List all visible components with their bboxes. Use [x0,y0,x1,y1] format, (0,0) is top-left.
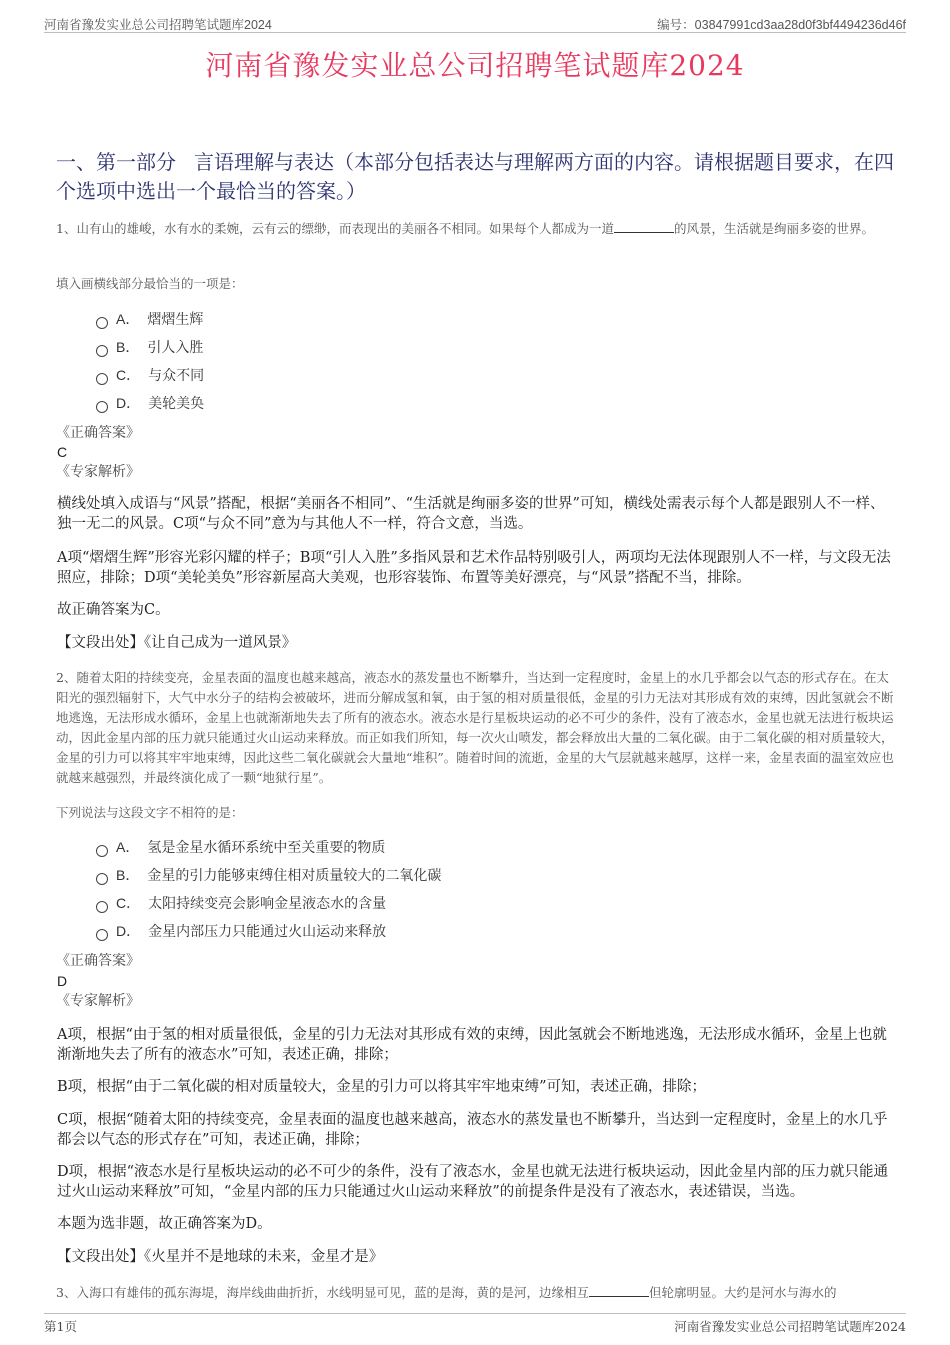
section-heading-description: 言语理解与表达（本部分包括表达与理解两方面的内容。请根据题目要求，在四个选项中选出一个最恰当的答案。） [56,150,894,203]
question-1-analysis-label: 《专家解析》 [56,464,140,480]
question-2-analysis-paragraph: B项，根据“由于二氧化碳的相对质量较大，金星的引力可以将其牢牢地束缚”可知，表述正确，排除； [57,1079,706,1095]
question-1-stem-part1: 1、山有山的雄峻，水有水的柔婉，云有云的缥缈，而表现出的美丽各不相同。如果每个人都成为一道 [56,221,614,236]
question-1-option-c[interactable]: C． 与众不同 [96,365,204,385]
question-1-prompt: 填入画横线部分最恰当的一项是： [56,276,244,291]
radio-icon[interactable] [96,345,108,357]
question-2-option-c[interactable]: C． 太阳持续变亮会影响金星液态水的含量 [96,893,386,913]
option-text: 氢是金星水循环系统中至关重要的物质 [147,840,386,856]
question-2-stem: 2、随着太阳的持续变亮，金星表面的温度也越来越高，液态水的蒸发量也不断攀升，当达到一定程度时，金星上的水几乎都会以气态的形式存在。在太阳光的强烈辐射下，大气中水分子的结构会被破坏，进而分解成氢和氧，由于氢的相对质量很低，金星的引力无法对其形成有效的束缚，因此氢就会不断地逃逸，无法形成水循环，金星上也就渐渐地失去了所有的液态水。液态水是行星板块运动的必不可少的条件，没有了液态水，金星也就无法进行板块运动，因此金星内部的压力就只能通过火山运动来释放。而正如我们所知，每一次火山喷发，都会释放出大量的二氧化碳。由于二氧化碳的相对质量较大，金星的引力可以将其牢牢地束缚，因此这些二氧化碳就会大量地“堆积”。随着时间的流逝，金星的大气层就越来越厚，这样一来，金星表面的温室效应也就越来越强烈，并最终演化成了一颗“地狱行星”。 [56,670,894,785]
question-1-analysis-paragraph: A项“熠熠生辉”形容光彩闪耀的样子；B项“引人入胜”多指风景和艺术作品特别吸引人，两项均无法体现跟别人不一样，与文段无法照应，排除；D项“美轮美奂”形容新屋高大美观，也形容装饰、布置等美好漂亮，与“风景”搭配不当，排除。 [57,550,891,586]
question-1-stem [56,219,896,239]
question-1-conclusion: 故正确答案为C。 [57,602,170,618]
question-2-conclusion: 本题为选非题，故正确答案为D。 [57,1216,272,1232]
radio-icon[interactable] [96,317,108,329]
option-text: 熠熠生辉 [147,312,204,328]
question-2-source: 【文段出处】《火星并不是地球的未来，金星才是》 [57,1249,384,1265]
question-2-answer-label: 《正确答案》 [56,953,140,969]
question-3-stem [56,1283,896,1303]
question-3-stem-part2: 但轮廓明显。大约是河水与海水的 [648,1285,837,1300]
question-1-source: 【文段出处】《让自己成为一道风景》 [57,635,297,651]
radio-icon[interactable] [96,873,108,885]
page-header [44,12,906,33]
question-1-analysis-paragraph: 横线处填入成语与“风景”搭配，根据“美丽各不相同”、“生活就是绚丽多姿的世界”可知，横线处需表示每个人都是跟别人不一样、独一无二的风景。C项“与众不同”意为与其他人不一样，符合文意，当选。 [57,496,885,532]
document-title: 河南省豫发实业总公司招聘笔试题库2024 [205,49,745,82]
fill-blank [589,1284,649,1297]
option-text: 引人入胜 [147,340,204,356]
radio-icon[interactable] [96,373,108,385]
header-title: 河南省豫发实业总公司招聘笔试题库2024 [44,18,272,32]
question-1-option-b[interactable]: B． 引人入胜 [96,337,203,357]
radio-icon[interactable] [96,929,108,941]
option-text: 金星的引力能够束缚住相对质量较大的二氧化碳 [147,868,442,884]
question-2-prompt: 下列说法与这段文字不相符的是： [56,805,244,820]
question-2-analysis-paragraph: A项，根据“由于氢的相对质量很低，金星的引力无法对其形成有效的束缚，因此氢就会不断地逃逸，无法形成水循环，金星上也就渐渐地失去了所有的液态水”可知，表述正确，排除； [57,1027,887,1063]
option-text: 美轮美奂 [148,396,205,412]
header-serial-number: 编号：03847991cd3aa28d0f3bf4494236d46f [657,18,906,32]
question-2-answer: D [57,973,68,989]
question-1-answer-label: 《正确答案》 [56,425,140,441]
question-2-option-b[interactable]: B． 金星的引力能够束缚住相对质量较大的二氧化碳 [96,865,441,885]
question-1-option-a[interactable]: A． 熠熠生辉 [96,309,203,329]
question-1-answer: C [57,444,68,460]
page-footer [44,1313,906,1334]
question-1-option-d[interactable]: D． 美轮美奂 [96,393,204,413]
section-heading-number: 一、第一部分 [56,150,176,174]
option-text: 太阳持续变亮会影响金星液态水的含量 [148,896,387,912]
question-2-option-a[interactable]: A． 氢是金星水循环系统中至关重要的物质 [96,837,385,857]
question-3-stem-part1: 3、入海口有雄伟的孤东海堤，海岸线曲曲折折，水线明显可见，蓝的是海，黄的是河，边缘相互 [56,1285,589,1300]
question-1-stem-part2: 的风景，生活就是绚丽多姿的世界。 [673,221,874,236]
radio-icon[interactable] [96,845,108,857]
radio-icon[interactable] [96,901,108,913]
option-text: 与众不同 [148,368,205,384]
radio-icon[interactable] [96,401,108,413]
option-text: 金星内部压力只能通过火山运动来释放 [148,924,387,940]
question-2-analysis-label: 《专家解析》 [56,993,140,1009]
section-heading [56,148,906,206]
page-number: 第1页 [44,1319,77,1334]
footer-title: 河南省豫发实业总公司招聘笔试题库2024 [674,1319,906,1334]
question-2-option-d[interactable]: D． 金星内部压力只能通过火山运动来释放 [96,921,386,941]
question-2-analysis-paragraph: D项，根据“液态水是行星板块运动的必不可少的条件，没有了液态水，金星也就无法进行板块运动，因此金星内部的压力就只能通过火山运动来释放”可知，“金星内部的压力只能通过火山运动来释放”的前提条件是没有了液态水，表述错误，当选。 [57,1164,889,1200]
fill-blank [614,220,674,233]
question-2-analysis-paragraph: C项，根据“随着太阳的持续变亮，金星表面的温度也越来越高，液态水的蒸发量也不断攀升，当达到一定程度时，金星上的水几乎都会以气态的形式存在”可知，表述正确，排除； [57,1112,888,1148]
